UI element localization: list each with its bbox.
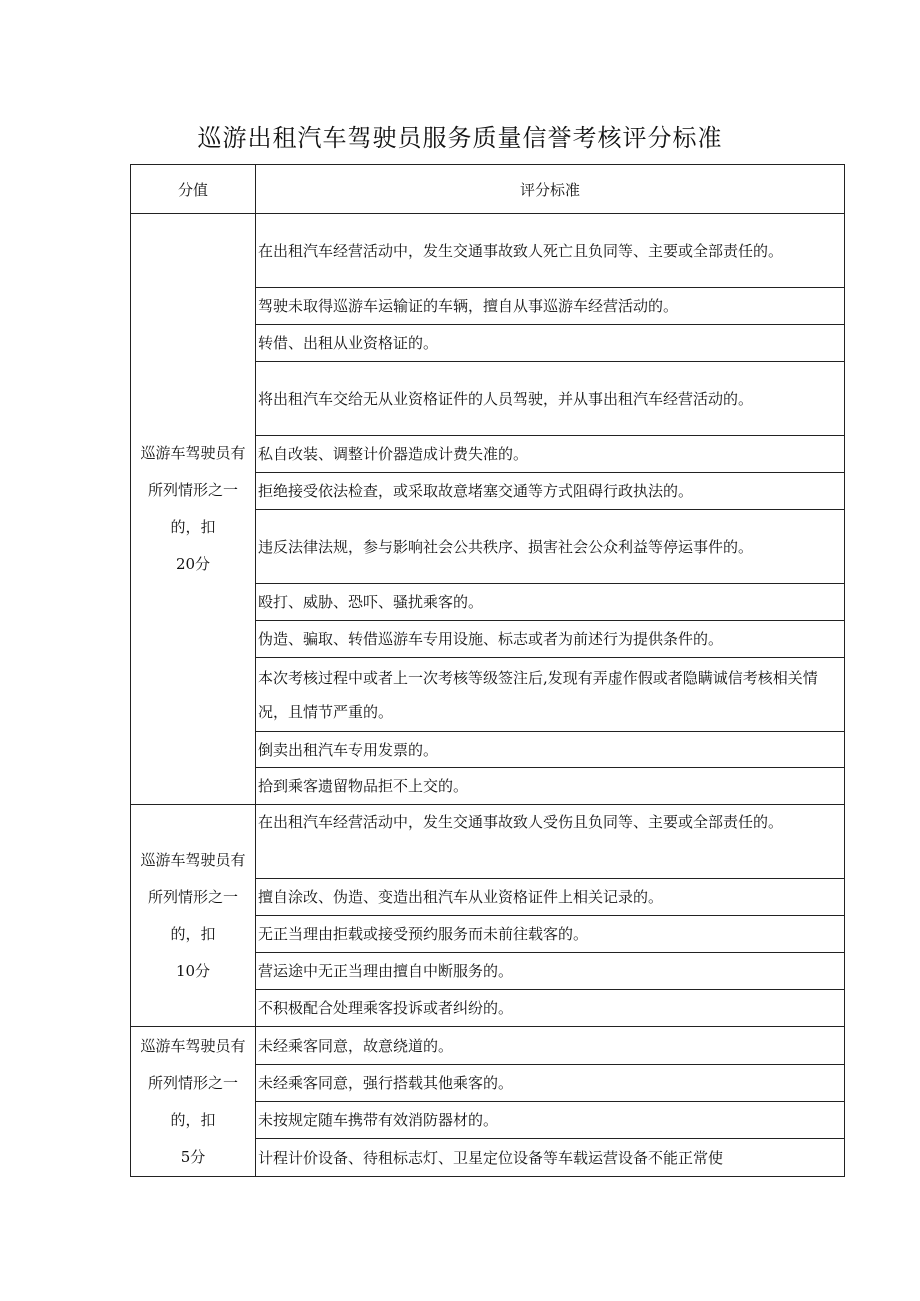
score-group-20 xyxy=(131,214,256,805)
criteria-item: 将出租汽车交给无从业资格证件的人员驾驶，并从事出租汽车经营活动的。 xyxy=(256,362,845,436)
criteria-item: 殴打、威胁、恐吓、骚扰乘客的。 xyxy=(256,584,845,621)
score-group-5 xyxy=(131,1027,256,1177)
criteria-item: 在出租汽车经营活动中，发生交通事故致人受伤且负同等、主要或全部责任的。 xyxy=(256,805,845,879)
criteria-item: 转借、出租从业资格证的。 xyxy=(256,325,845,362)
score-label-line: 巡游车驾驶员有 xyxy=(140,1036,246,1055)
criteria-item: 营运途中无正当理由擅自中断服务的。 xyxy=(256,953,845,990)
table-row xyxy=(131,1027,845,1065)
criteria-item: 倒卖出租汽车专用发票的。 xyxy=(256,732,845,768)
score-label-line: 20分 xyxy=(175,555,211,573)
criteria-item: 不积极配合处理乘客投诉或者纠纷的。 xyxy=(256,990,845,1027)
score-label-line: 5分 xyxy=(180,1147,206,1166)
criteria-item: 拾到乘客遗留物品拒不上交的。 xyxy=(256,768,845,805)
scoring-table xyxy=(130,164,845,1177)
score-label-line: 巡游车驾驶员有 xyxy=(140,850,246,869)
criteria-item: 在出租汽车经营活动中，发生交通事故致人死亡且负同等、主要或全部责任的。 xyxy=(256,214,845,288)
score-label-line: 所列情形之一 xyxy=(147,1073,238,1092)
criteria-item: 擅自涂改、伪造、变造出租汽车从业资格证件上相关记录的。 xyxy=(256,879,845,916)
document-title: 巡游出租汽车驾驶员服务质量信誉考核评分标准 xyxy=(197,124,723,152)
criteria-item: 本次考核过程中或者上一次考核等级签注后,发现有弄虚作假或者隐瞒诚信考核相关情况，且情节严重的。 xyxy=(256,658,845,732)
criteria-item: 无正当理由拒载或接受预约服务而未前往载客的。 xyxy=(256,916,845,953)
criteria-item: 拒绝接受依法检查，或采取故意堵塞交通等方式阻碍行政执法的。 xyxy=(256,473,845,510)
table-row xyxy=(131,805,845,879)
score-group-10 xyxy=(131,805,256,1027)
criteria-item: 计程计价设备、待租标志灯、卫星定位设备等车载运营设备不能正常使 xyxy=(256,1139,845,1177)
score-label-line: 的，扣 xyxy=(170,1110,216,1129)
criteria-item: 驾驶未取得巡游车运输证的车辆，擅自从事巡游车经营活动的。 xyxy=(256,288,845,325)
criteria-item: 未按规定随车携带有效消防器材的。 xyxy=(256,1102,845,1139)
criteria-item: 私自改装、调整计价器造成计费失准的。 xyxy=(256,436,845,473)
header-score: 分值 xyxy=(131,165,256,214)
criteria-item: 违反法律法规，参与影响社会公共秩序、损害社会公众利益等停运事件的。 xyxy=(256,510,845,584)
score-label-line: 10分 xyxy=(175,961,211,980)
score-label-line: 的，扣 xyxy=(170,924,216,943)
criteria-item: 未经乘客同意，故意绕道的。 xyxy=(256,1027,845,1065)
score-label-line: 所列情形之一 xyxy=(147,481,238,499)
criteria-item: 未经乘客同意，强行搭载其他乘客的。 xyxy=(256,1065,845,1102)
criteria-item: 伪造、骗取、转借巡游车专用设施、标志或者为前述行为提供条件的。 xyxy=(256,621,845,658)
header-criteria: 评分标准 xyxy=(256,165,845,214)
score-label-line: 的，扣 xyxy=(170,518,216,536)
score-label-line: 所列情形之一 xyxy=(147,887,238,906)
table-header-row xyxy=(131,165,845,214)
score-label-line: 巡游车驾驶员有 xyxy=(140,444,246,462)
table-row xyxy=(131,214,845,288)
